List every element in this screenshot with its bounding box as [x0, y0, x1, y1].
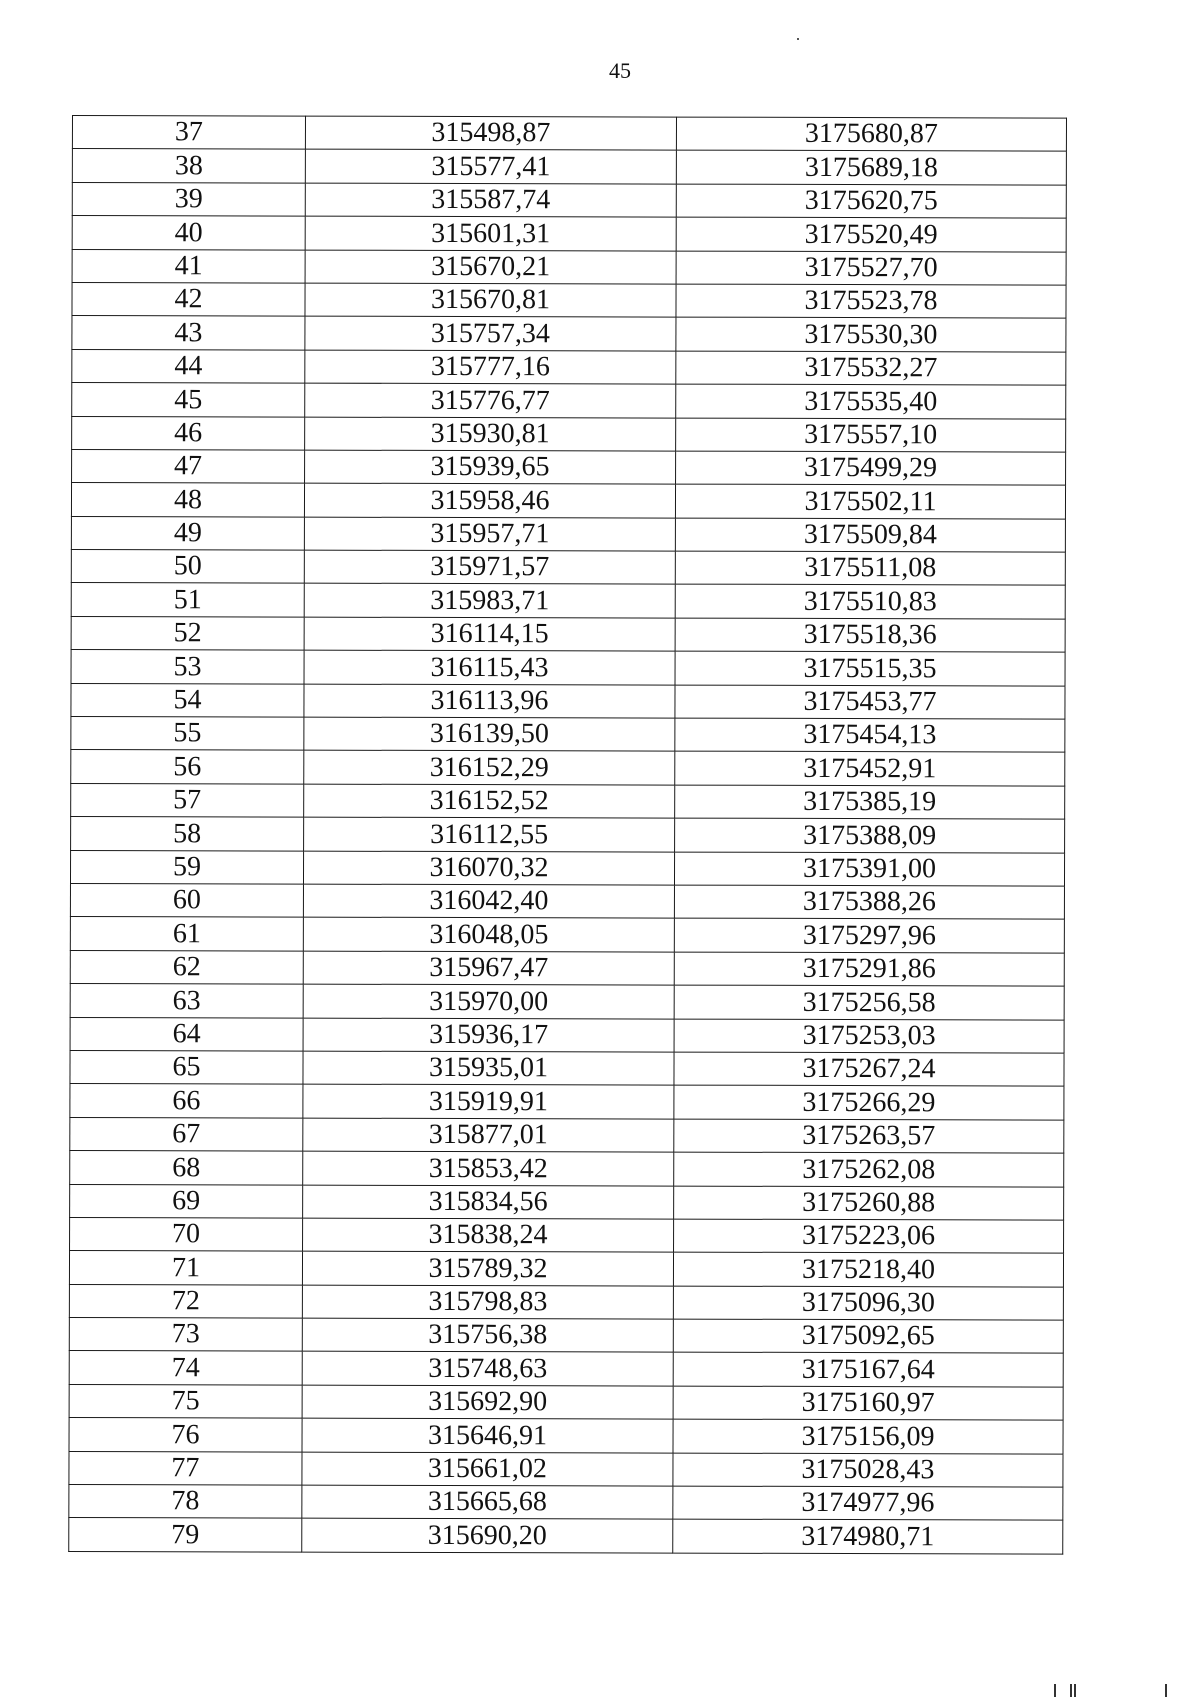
point-number-cell: 55: [71, 717, 304, 751]
y-coordinate-cell: 3174977,96: [673, 1486, 1063, 1520]
y-coordinate-cell: 3175096,30: [673, 1286, 1063, 1320]
coordinates-table: [68, 115, 1067, 1554]
table-row: [70, 1184, 1064, 1220]
x-coordinate-cell: 315670,81: [305, 283, 676, 317]
table-row: [72, 216, 1066, 252]
point-number-cell: 79: [69, 1518, 302, 1552]
table-row: [69, 1351, 1063, 1387]
x-coordinate-cell: 315756,38: [302, 1318, 673, 1352]
y-coordinate-cell: 3175535,40: [676, 384, 1066, 418]
y-coordinate-cell: 3175511,08: [675, 551, 1065, 585]
table-row: [71, 650, 1065, 686]
x-coordinate-cell: 315838,24: [303, 1218, 674, 1252]
table-row: [70, 1084, 1064, 1120]
y-coordinate-cell: 3175454,13: [675, 718, 1065, 752]
x-coordinate-cell: 315935,01: [303, 1051, 674, 1085]
x-coordinate-cell: 315834,56: [303, 1185, 674, 1219]
y-coordinate-cell: 3175253,03: [674, 1019, 1064, 1053]
point-number-cell: 49: [71, 516, 304, 550]
point-number-cell: 76: [69, 1418, 302, 1452]
x-coordinate-cell: 315958,46: [304, 483, 675, 517]
point-number-cell: 74: [69, 1351, 302, 1385]
x-coordinate-cell: 315661,02: [302, 1452, 673, 1486]
table-row: [71, 550, 1065, 586]
point-number-cell: 46: [72, 416, 305, 450]
x-coordinate-cell: 315971,57: [304, 550, 675, 584]
y-coordinate-cell: 3175509,84: [675, 518, 1065, 552]
y-coordinate-cell: 3175092,65: [673, 1319, 1063, 1353]
table-row: [70, 850, 1064, 886]
x-coordinate-cell: 316070,32: [303, 851, 674, 885]
point-number-cell: 59: [70, 850, 303, 884]
point-number-cell: 62: [70, 950, 303, 984]
point-number-cell: 69: [70, 1184, 303, 1218]
point-number-cell: 65: [70, 1050, 303, 1084]
y-coordinate-cell: 3175388,09: [675, 818, 1065, 852]
x-coordinate-cell: 315983,71: [304, 584, 675, 618]
y-coordinate-cell: 3175391,00: [674, 852, 1064, 886]
x-coordinate-cell: 315748,63: [302, 1352, 673, 1386]
point-number-cell: 78: [69, 1485, 302, 1519]
point-number-cell: 44: [72, 349, 305, 383]
y-coordinate-cell: 3175291,86: [674, 952, 1064, 986]
y-coordinate-cell: 3175515,35: [675, 651, 1065, 685]
table-row: [71, 750, 1065, 786]
table-row: [70, 1050, 1064, 1086]
point-number-cell: 52: [71, 616, 304, 650]
x-coordinate-cell: 315957,71: [304, 517, 675, 551]
x-coordinate-cell: 315936,17: [303, 1018, 674, 1052]
x-coordinate-cell: 315939,65: [305, 450, 676, 484]
y-coordinate-cell: 3175167,64: [673, 1353, 1063, 1387]
point-number-cell: 40: [72, 216, 305, 250]
x-coordinate-cell: 315757,34: [305, 316, 676, 350]
point-number-cell: 72: [69, 1284, 302, 1318]
table-row: [72, 349, 1066, 385]
y-coordinate-cell: 3175256,58: [674, 985, 1064, 1019]
table-row: [72, 449, 1066, 485]
y-coordinate-cell: 3175510,83: [675, 585, 1065, 619]
point-number-cell: 70: [70, 1217, 303, 1251]
y-coordinate-cell: 3175028,43: [673, 1453, 1063, 1487]
x-coordinate-cell: 315646,91: [302, 1418, 673, 1452]
x-coordinate-cell: 315798,83: [302, 1285, 673, 1319]
point-number-cell: 38: [72, 149, 305, 183]
x-coordinate-cell: 316048,05: [303, 917, 674, 951]
x-coordinate-cell: 315692,90: [302, 1385, 673, 1419]
point-number-cell: 77: [69, 1451, 302, 1485]
table-row: [70, 917, 1064, 953]
y-coordinate-cell: 3175502,11: [675, 484, 1065, 518]
point-number-cell: 66: [70, 1084, 303, 1118]
table-row: [70, 1217, 1064, 1253]
y-coordinate-cell: 3175297,96: [674, 918, 1064, 952]
point-number-cell: 73: [69, 1318, 302, 1352]
y-coordinate-cell: 3175557,10: [676, 418, 1066, 452]
y-coordinate-cell: 3175388,26: [674, 885, 1064, 919]
point-number-cell: 39: [72, 182, 305, 216]
table-row: [71, 516, 1065, 552]
x-coordinate-cell: 315690,20: [302, 1519, 673, 1553]
point-number-cell: 57: [71, 783, 304, 817]
table-row: [71, 817, 1065, 853]
x-coordinate-cell: 315665,68: [302, 1485, 673, 1519]
y-coordinate-cell: 3175499,29: [676, 451, 1066, 485]
x-coordinate-cell: 316152,52: [304, 784, 675, 818]
table-row: [72, 182, 1066, 218]
y-coordinate-cell: 3175263,57: [674, 1119, 1064, 1153]
table-row: [71, 783, 1065, 819]
y-coordinate-cell: 3175689,18: [676, 150, 1066, 184]
table-row: [71, 616, 1065, 652]
y-coordinate-cell: 3175160,97: [673, 1386, 1063, 1420]
table-row: [72, 116, 1066, 152]
point-number-cell: 53: [71, 650, 304, 684]
y-coordinate-cell: 3175260,88: [674, 1186, 1064, 1220]
x-coordinate-cell: 316042,40: [303, 884, 674, 918]
x-coordinate-cell: 315853,42: [303, 1151, 674, 1185]
table-row: [69, 1485, 1063, 1521]
table-row: [71, 483, 1065, 519]
point-number-cell: 67: [70, 1117, 303, 1151]
table-row: [71, 583, 1065, 619]
point-number-cell: 58: [71, 817, 304, 851]
x-coordinate-cell: 315919,91: [303, 1084, 674, 1118]
point-number-cell: 64: [70, 1017, 303, 1051]
y-coordinate-cell: 3175267,24: [674, 1052, 1064, 1086]
x-coordinate-cell: 315777,16: [305, 350, 676, 384]
table-row: [72, 416, 1066, 452]
y-coordinate-cell: 3175218,40: [673, 1252, 1063, 1286]
table-row: [72, 149, 1066, 185]
y-coordinate-cell: 3175262,08: [674, 1152, 1064, 1186]
table-row: [70, 950, 1064, 986]
x-coordinate-cell: 315577,41: [305, 150, 676, 184]
table-row: [69, 1451, 1063, 1487]
x-coordinate-cell: 316112,55: [304, 817, 675, 851]
point-number-cell: 43: [72, 316, 305, 350]
table-row: [72, 249, 1066, 285]
y-coordinate-cell: 3175223,06: [674, 1219, 1064, 1253]
point-number-cell: 48: [71, 483, 304, 517]
table-row: [70, 1017, 1064, 1053]
page-number: 45: [609, 58, 631, 83]
table-row: [69, 1284, 1063, 1320]
point-number-cell: 41: [72, 249, 305, 283]
x-coordinate-cell: 316115,43: [304, 650, 675, 684]
x-coordinate-cell: 315970,00: [303, 984, 674, 1018]
point-number-cell: 60: [70, 883, 303, 917]
y-coordinate-cell: 3175527,70: [676, 251, 1066, 285]
point-number-cell: 42: [72, 282, 305, 316]
x-coordinate-cell: 315601,31: [305, 216, 676, 250]
x-coordinate-cell: 316139,50: [304, 717, 675, 751]
x-coordinate-cell: 315930,81: [305, 417, 676, 451]
x-coordinate-cell: 315670,21: [305, 250, 676, 284]
x-coordinate-cell: 315789,32: [302, 1251, 673, 1285]
point-number-cell: 47: [72, 449, 305, 483]
scan-artifact-dot: [797, 38, 799, 40]
point-number-cell: 71: [69, 1251, 302, 1285]
y-coordinate-cell: 3175266,29: [674, 1085, 1064, 1119]
table-row: [69, 1518, 1063, 1554]
table-row: [69, 1251, 1063, 1287]
table-row: [70, 1151, 1064, 1187]
table-row: [69, 1318, 1063, 1354]
x-coordinate-cell: 316114,15: [304, 617, 675, 651]
x-coordinate-cell: 315587,74: [305, 183, 676, 217]
x-coordinate-cell: 316113,96: [304, 684, 675, 718]
x-coordinate-cell: 315498,87: [305, 116, 676, 150]
coordinates-table-body: [69, 116, 1067, 1554]
y-coordinate-cell: 3175532,27: [676, 351, 1066, 385]
point-number-cell: 50: [71, 550, 304, 584]
point-number-cell: 56: [71, 750, 304, 784]
scan-footer-marks: [1040, 1684, 1180, 1697]
y-coordinate-cell: 3175620,75: [676, 184, 1066, 218]
point-number-cell: 54: [71, 683, 304, 717]
y-coordinate-cell: 3175385,19: [675, 785, 1065, 819]
y-coordinate-cell: 3175518,36: [675, 618, 1065, 652]
x-coordinate-cell: 316152,29: [304, 751, 675, 785]
table-row: [70, 984, 1064, 1020]
point-number-cell: 37: [72, 116, 305, 150]
table-row: [72, 383, 1066, 419]
y-coordinate-cell: 3175680,87: [676, 117, 1066, 151]
table-row: [71, 683, 1065, 719]
y-coordinate-cell: 3175523,78: [676, 284, 1066, 318]
x-coordinate-cell: 315877,01: [303, 1118, 674, 1152]
point-number-cell: 61: [70, 917, 303, 951]
table-row: [70, 883, 1064, 919]
table-row: [71, 717, 1065, 753]
point-number-cell: 45: [72, 383, 305, 417]
point-number-cell: 63: [70, 984, 303, 1018]
y-coordinate-cell: 3175520,49: [676, 217, 1066, 251]
point-number-cell: 75: [69, 1384, 302, 1418]
x-coordinate-cell: 315967,47: [303, 951, 674, 985]
y-coordinate-cell: 3174980,71: [673, 1519, 1063, 1553]
y-coordinate-cell: 3175453,77: [675, 685, 1065, 719]
table-row: [70, 1117, 1064, 1153]
y-coordinate-cell: 3175156,09: [673, 1419, 1063, 1453]
table-row: [69, 1418, 1063, 1454]
y-coordinate-cell: 3175530,30: [676, 317, 1066, 351]
point-number-cell: 51: [71, 583, 304, 617]
table-row: [72, 316, 1066, 352]
table-row: [69, 1384, 1063, 1420]
point-number-cell: 68: [70, 1151, 303, 1185]
table-row: [72, 282, 1066, 318]
x-coordinate-cell: 315776,77: [305, 383, 676, 417]
y-coordinate-cell: 3175452,91: [675, 752, 1065, 786]
